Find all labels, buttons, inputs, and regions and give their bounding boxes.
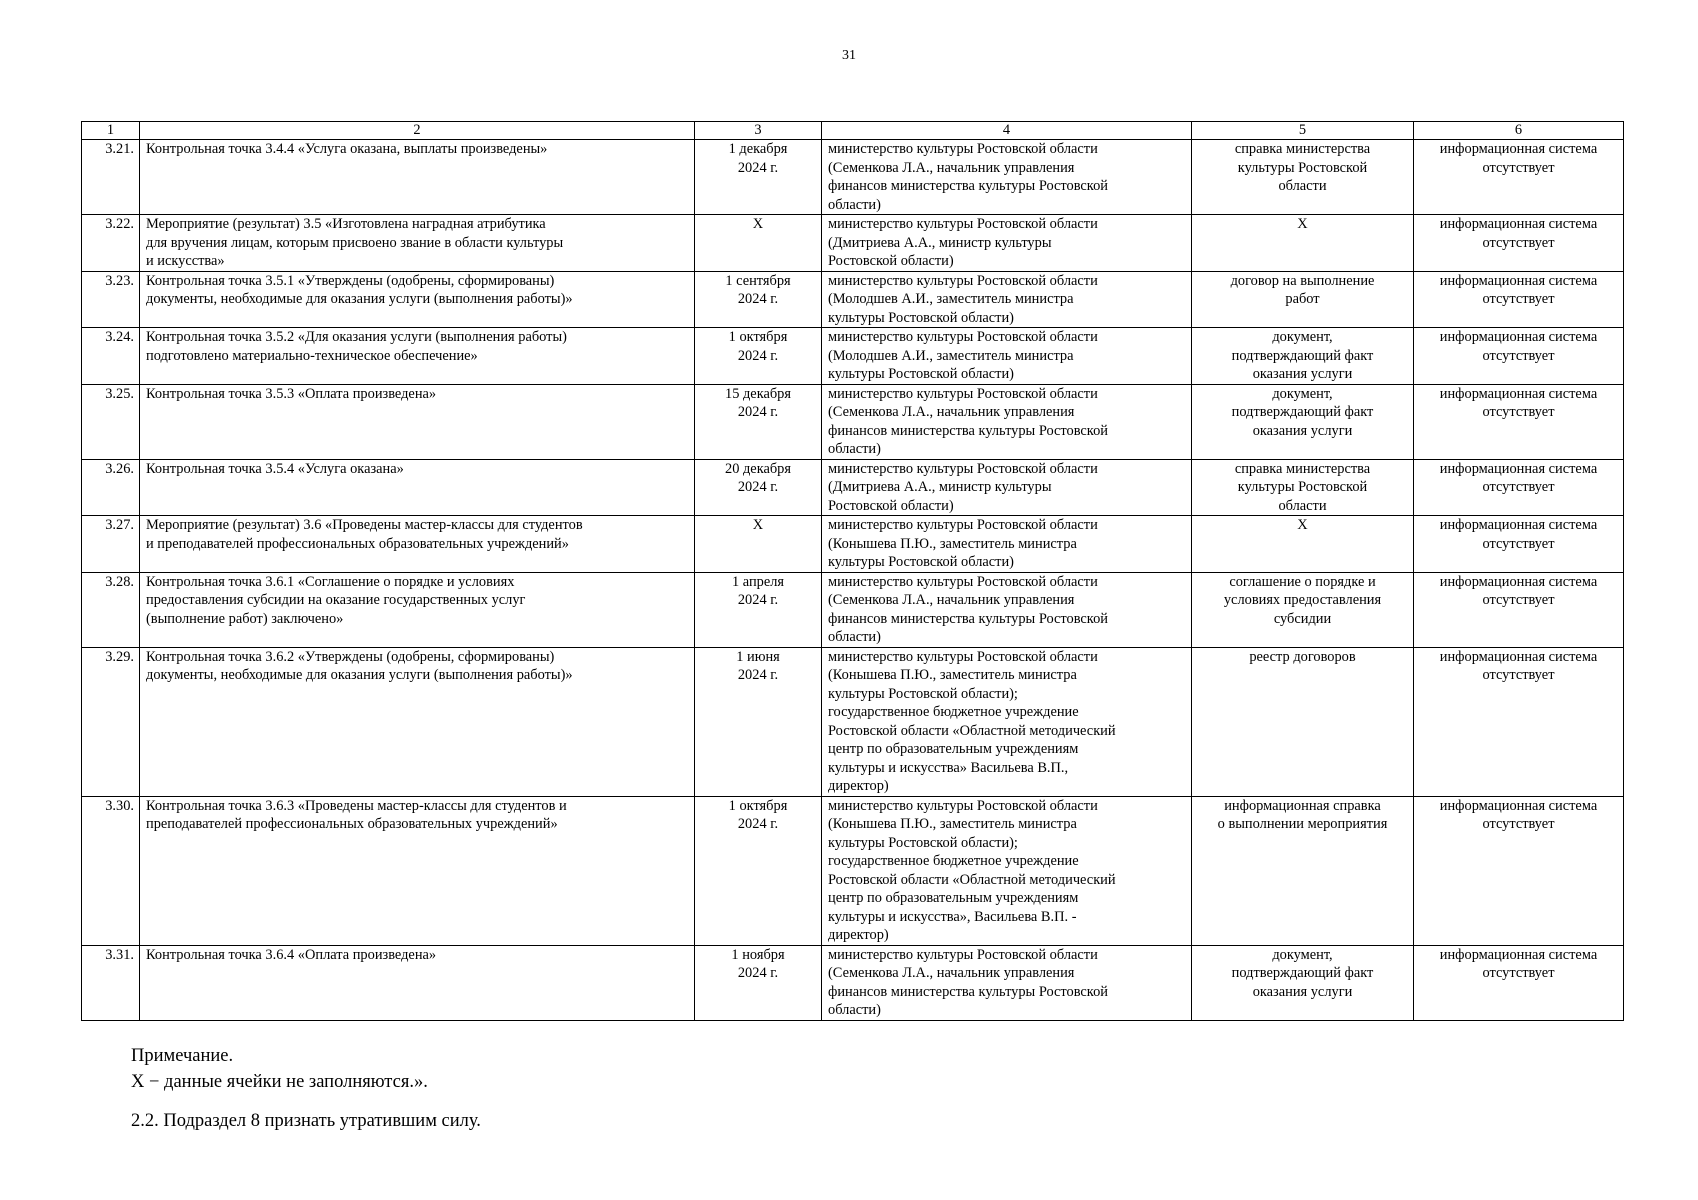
row-document: информационная справка о выполнении мероприятия (1192, 796, 1414, 945)
row-number: 3.29. (82, 647, 140, 796)
note-text: Х − данные ячейки не заполняются.». (131, 1072, 428, 1092)
row-number: 3.25. (82, 384, 140, 459)
row-name: Контрольная точка 3.5.3 «Оплата произведена» (140, 384, 695, 459)
row-responsible: министерство культуры Ростовской области (Конышева П.Ю., заместитель министра культуры Ростовской области); государственное бюджетное учреждение Ростовской области «Областной методический центр по образовательным учреждениям культуры и искусства», Васильева В.П. - директор) (822, 796, 1192, 945)
row-system: информационная система отсутствует (1414, 271, 1624, 328)
row-responsible: министерство культуры Ростовской области (Семенкова Л.А., начальник управления финансов министерства культуры Ростовской области) (822, 945, 1192, 1020)
row-responsible: министерство культуры Ростовской области (Семенкова Л.А., начальник управления финансов министерства культуры Ростовской области) (822, 140, 1192, 215)
row-document: документ, подтверждающий факт оказания услуги (1192, 328, 1414, 385)
row-system: информационная система отсутствует (1414, 796, 1624, 945)
row-number: 3.30. (82, 796, 140, 945)
table-header-row (82, 122, 1624, 140)
column-header: 4 (822, 122, 1192, 140)
row-system: информационная система отсутствует (1414, 572, 1624, 647)
row-responsible: министерство культуры Ростовской области (Конышева П.Ю., заместитель министра культуры Ростовской области) (822, 516, 1192, 573)
row-date: 1 сентября 2024 г. (695, 271, 822, 328)
table-row (82, 215, 1624, 272)
table-row (82, 459, 1624, 516)
table-row (82, 328, 1624, 385)
table-row (82, 271, 1624, 328)
table-row (82, 140, 1624, 215)
table-row (82, 516, 1624, 573)
row-name: Контрольная точка 3.4.4 «Услуга оказана, выплаты произведены» (140, 140, 695, 215)
table-row (82, 796, 1624, 945)
row-name: Контрольная точка 3.5.1 «Утверждены (одобрены, сформированы) документы, необходимые для оказания услуги (выполнения работы)» (140, 271, 695, 328)
row-date: Х (695, 215, 822, 272)
table-row (82, 572, 1624, 647)
row-document: реестр договоров (1192, 647, 1414, 796)
row-system: информационная система отсутствует (1414, 945, 1624, 1020)
column-header: 6 (1414, 122, 1624, 140)
row-name: Контрольная точка 3.5.2 «Для оказания услуги (выполнения работы) подготовлено материально-техническое обеспечение» (140, 328, 695, 385)
row-system: информационная система отсутствует (1414, 384, 1624, 459)
row-name: Контрольная точка 3.6.1 «Соглашение о порядке и условиях предоставления субсидии на оказание государственных услуг (выполнение работ) заключено» (140, 572, 695, 647)
row-responsible: министерство культуры Ростовской области (Молодшев А.И., заместитель министра культуры Ростовской области) (822, 328, 1192, 385)
row-date: 15 декабря 2024 г. (695, 384, 822, 459)
row-system: информационная система отсутствует (1414, 647, 1624, 796)
row-date: 1 июня 2024 г. (695, 647, 822, 796)
row-number: 3.22. (82, 215, 140, 272)
row-name: Контрольная точка 3.6.3 «Проведены мастер-классы для студентов и преподавателей профессиональных образовательных учреждений» (140, 796, 695, 945)
row-name: Контрольная точка 3.6.4 «Оплата произведена» (140, 945, 695, 1020)
row-date: 20 декабря 2024 г. (695, 459, 822, 516)
note-title: Примечание. (131, 1046, 234, 1066)
row-document: договор на выполнение работ (1192, 271, 1414, 328)
page-number: 31 (842, 48, 856, 63)
row-document: соглашение о порядке и условиях предоставления субсидии (1192, 572, 1414, 647)
row-responsible: министерство культуры Ростовской области (Дмитриева А.А., министр культуры Ростовской области) (822, 459, 1192, 516)
row-date: Х (695, 516, 822, 573)
row-date: 1 декабря 2024 г. (695, 140, 822, 215)
row-number: 3.23. (82, 271, 140, 328)
row-responsible: министерство культуры Ростовской области (Молодшев А.И., заместитель министра культуры Ростовской области) (822, 271, 1192, 328)
row-name: Контрольная точка 3.6.2 «Утверждены (одобрены, сформированы) документы, необходимые для оказания услуги (выполнения работы)» (140, 647, 695, 796)
row-system: информационная система отсутствует (1414, 516, 1624, 573)
row-responsible: министерство культуры Ростовской области (Семенкова Л.А., начальник управления финансов министерства культуры Ростовской области) (822, 572, 1192, 647)
row-document: Х (1192, 516, 1414, 573)
row-date: 1 ноября 2024 г. (695, 945, 822, 1020)
table-row (82, 945, 1624, 1020)
section-text: 2.2. Подраздел 8 признать утратившим силу. (131, 1111, 481, 1131)
row-number: 3.26. (82, 459, 140, 516)
row-number: 3.24. (82, 328, 140, 385)
row-system: информационная система отсутствует (1414, 140, 1624, 215)
row-date: 1 апреля 2024 г. (695, 572, 822, 647)
note-block (131, 1043, 428, 1095)
row-document: справка министерства культуры Ростовской области (1192, 459, 1414, 516)
row-system: информационная система отсутствует (1414, 215, 1624, 272)
row-document: документ, подтверждающий факт оказания услуги (1192, 384, 1414, 459)
row-system: информационная система отсутствует (1414, 328, 1624, 385)
row-date: 1 октября 2024 г. (695, 796, 822, 945)
row-date: 1 октября 2024 г. (695, 328, 822, 385)
column-header: 3 (695, 122, 822, 140)
row-number: 3.21. (82, 140, 140, 215)
row-name: Мероприятие (результат) 3.6 «Проведены мастер-классы для студентов и преподавателей профессиональных образовательных учреждений» (140, 516, 695, 573)
column-header: 5 (1192, 122, 1414, 140)
row-name: Контрольная точка 3.5.4 «Услуга оказана» (140, 459, 695, 516)
row-responsible: министерство культуры Ростовской области (Дмитриева А.А., министр культуры Ростовской области) (822, 215, 1192, 272)
table-row (82, 647, 1624, 796)
row-responsible: министерство культуры Ростовской области (Конышева П.Ю., заместитель министра культуры Ростовской области); государственное бюджетное учреждение Ростовской области «Областной методический центр по образовательным учреждениям культуры и искусства» Васильева В.П., директор) (822, 647, 1192, 796)
row-document: документ, подтверждающий факт оказания услуги (1192, 945, 1414, 1020)
plan-table (81, 121, 1624, 1021)
column-header: 1 (82, 122, 140, 140)
row-number: 3.27. (82, 516, 140, 573)
row-number: 3.31. (82, 945, 140, 1020)
row-number: 3.28. (82, 572, 140, 647)
column-header: 2 (140, 122, 695, 140)
row-system: информационная система отсутствует (1414, 459, 1624, 516)
row-document: Х (1192, 215, 1414, 272)
row-responsible: министерство культуры Ростовской области (Семенкова Л.А., начальник управления финансов министерства культуры Ростовской области) (822, 384, 1192, 459)
row-name: Мероприятие (результат) 3.5 «Изготовлена наградная атрибутика для вручения лицам, которым присвоено звание в области культуры и искусства» (140, 215, 695, 272)
row-document: справка министерства культуры Ростовской области (1192, 140, 1414, 215)
table-row (82, 384, 1624, 459)
